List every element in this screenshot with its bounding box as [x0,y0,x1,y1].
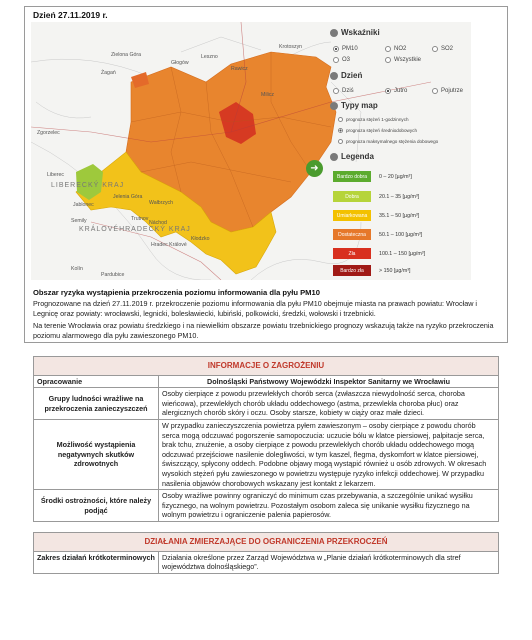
region-label: LIBERECKÝ KRAJ [51,182,125,189]
legend-swatch: Dobra [333,191,371,202]
row-text: Osoby cierpiące z powodu przewlekłych chorób serca (zwłaszcza niewydolność serca, choroba wieńcowa), przewlekłych chorób układu oddechowego (astma, przewlekła choroba płuc) oraz alergicznych chorób skóry i oczu. Osoby starsze, kobiety w ciąży oraz małe dzieci. [159,388,499,420]
table-row [34,490,499,522]
indicators-heading: Wskaźniki [330,28,380,37]
radio-no2[interactable]: NO2 [385,46,406,52]
map-types-heading: Typy map [330,101,378,110]
legend-row [333,170,463,183]
legend-row [333,209,463,222]
radio-icon [385,46,391,52]
radio-icon [432,88,438,94]
place-label: Jablonec [73,202,94,208]
legend-range: 35.1 – 50 [µg/m³] [379,212,420,219]
caption-paragraph: Prognozowane na dzień 27.11.2019 r. przekroczenie poziomu informowania dla pyłu PM10 obejmuje miasta na prawach powiatu: Wrocław i Legnicę oraz powiaty: wrocławski, legnicki, bolesławiecki, lubiński, polkowicki, średzki, wołowski i trzebnicki. [33,299,478,318]
legend-row [333,264,463,277]
place-label: Liberec [47,172,65,178]
radio-maptype-max[interactable]: prognoza maksymalnego stężenia dobowego [338,139,438,144]
row-text: Działania określone przez Zarząd Województwa w „Planie działań krótkoterminowych dla stref województwa dolnośląskiego”. [159,551,499,573]
legend-row [333,247,463,260]
table-row [34,388,499,420]
table-row [34,419,499,489]
radio-maptype-daily[interactable]: prognoza stężeń średniodobowych [338,128,417,133]
place-label: Náchod [149,220,167,226]
legend-row [333,190,463,203]
legend-range: 0 – 20 [µg/m³] [379,173,412,180]
radio-icon [333,57,339,63]
table-row [34,375,499,388]
legend-range: > 150 [µg/m³] [379,267,411,274]
place-label: Wałbrzych [149,200,174,206]
legend-range: 50.1 – 100 [µg/m³] [379,231,423,238]
row-label: Możliwość wystąpienia negatywnych skutków zdrowotnych [34,419,159,489]
table-header: INFORMACJE O ZAGROŻENIU [34,357,499,376]
bullet-icon [330,29,338,37]
legend-swatch: Umiarkowana [333,210,371,221]
row-label: Zakres działań krótkoterminowych [34,551,159,573]
place-label: Rawicz [231,66,248,72]
legend-row [333,228,463,241]
caption-paragraph: Na terenie Wrocławia oraz powiatu średzkiego i na niewielkim obszarze powiatu trzebnickiego prognozy wskazują także na ryzyko przekroczenia poziomu alarmowego dla pyłu zawieszonego PM10. [33,321,494,340]
place-label: Żagań [101,70,116,76]
radio-icon [338,117,343,122]
row-label: Grupy ludności wrażliwe na przekroczenia zanieczyszczeń [34,388,159,420]
place-label: Trutnov [131,216,149,222]
map-date: Dzień 27.11.2019 r. [33,10,108,20]
place-label: Milicz [261,92,274,98]
table-spacer [34,521,499,532]
radio-pm10[interactable]: PM10 [333,46,358,52]
row-text: W przypadku zanieczyszczenia powietrza pyłem zawieszonym – osoby cierpiące z powodu chorób serca mogą odczuwać pogorszenie samopoczucia: uczucie bólu w klatce piersiowej, palpitacje serca, brak tchu, znużenie, a osoby cierpiące z powodu przewlekłych chorób układu oddechowego mogą odczuwać przejściowe nasilenie dolegliwości, w tym kaszel, flegma, dyskomfort w klatce piersiowej, świszczący, spłycony oddech. Podobne objawy mogą wystąpić również u osób zdrowych. W okresach wysokich stężeń pyłu zawieszonego w powietrzu występuje ryzyko infekcji oddechowej. W przypadku nasilenia objawów chorobowych wskazany jest kontakt z lekarzem. [159,419,499,489]
table-row [34,551,499,573]
radio-icon [432,46,438,52]
radio-today[interactable]: Dziś [333,88,354,94]
radio-icon [338,139,343,144]
place-label: Pardubice [101,272,125,278]
radio-icon [333,46,339,52]
radio-tomorrow[interactable]: Jutro [385,88,407,94]
legend-swatch: Zła [333,248,371,259]
place-label: Głogów [171,60,189,66]
day-heading: Dzień [330,71,362,80]
row-text: Osoby wrażliwe powinny ograniczyć do minimum czas przebywania, a szczególnie unikać wysiłku fizycznego, na wolnym powietrzu. Pozostałym osobom zaleca się unikanie wysiłku fizycznego na wolnym powietrzu i ograniczenie palenia papierosów. [159,490,499,522]
place-label: Kłodzko [191,236,210,242]
threat-info-table [33,356,499,574]
row-text: Dolnośląski Państwowy Wojewódzki Inspektor Sanitarny we Wrocławiu [159,375,499,388]
radio-icon [338,128,343,133]
radio-maptype-1h[interactable]: prognoza stężeń 1-godzinnych [338,117,409,122]
legend-heading: Legenda [330,152,374,161]
bullet-icon [330,72,338,80]
place-label: Zgorzelec [37,130,60,136]
radio-icon [333,88,339,94]
place-label: Zielona Góra [111,52,141,58]
radio-day-after[interactable]: Pojutrze [432,88,463,94]
radio-all[interactable]: Wszystkie [385,57,421,63]
place-label: Hradec Králové [151,242,187,248]
row-label: Opracowanie [34,375,159,388]
legend-swatch: Bardzo zła [333,265,371,276]
place-label: Krotoszyn [279,44,303,50]
place-label: Kolín [71,266,83,272]
legend-range: 100.1 – 150 [µg/m³] [379,250,426,257]
row-label: Środki ostrożności, które należy podjąć [34,490,159,522]
legend-range: 20.1 – 35 [µg/m³] [379,193,420,200]
bullet-icon [330,102,338,110]
place-label: Semily [71,218,87,224]
arrow-right-icon[interactable]: ➜ [306,160,323,177]
radio-icon [385,57,391,63]
table-header: DZIAŁANIA ZMIERZAJĄCE DO OGRANICZENIA PRZEKROCZEŃ [34,532,499,551]
legend-swatch: Bardzo dobra [333,171,371,182]
place-label: Leszno [201,54,218,60]
caption-title: Obszar ryzyka wystąpienia przekroczenia poziomu informowania dla pyłu PM10 [33,288,320,297]
place-label: Jelenia Góra [113,194,143,200]
radio-o3[interactable]: O3 [333,57,350,63]
legend-swatch: Dostateczna [333,229,371,240]
region-label: KRÁLOVÉHRADECKÝ KRAJ [79,226,191,233]
radio-icon [385,88,391,94]
radio-so2[interactable]: SO2 [432,46,453,52]
bullet-icon [330,153,338,161]
